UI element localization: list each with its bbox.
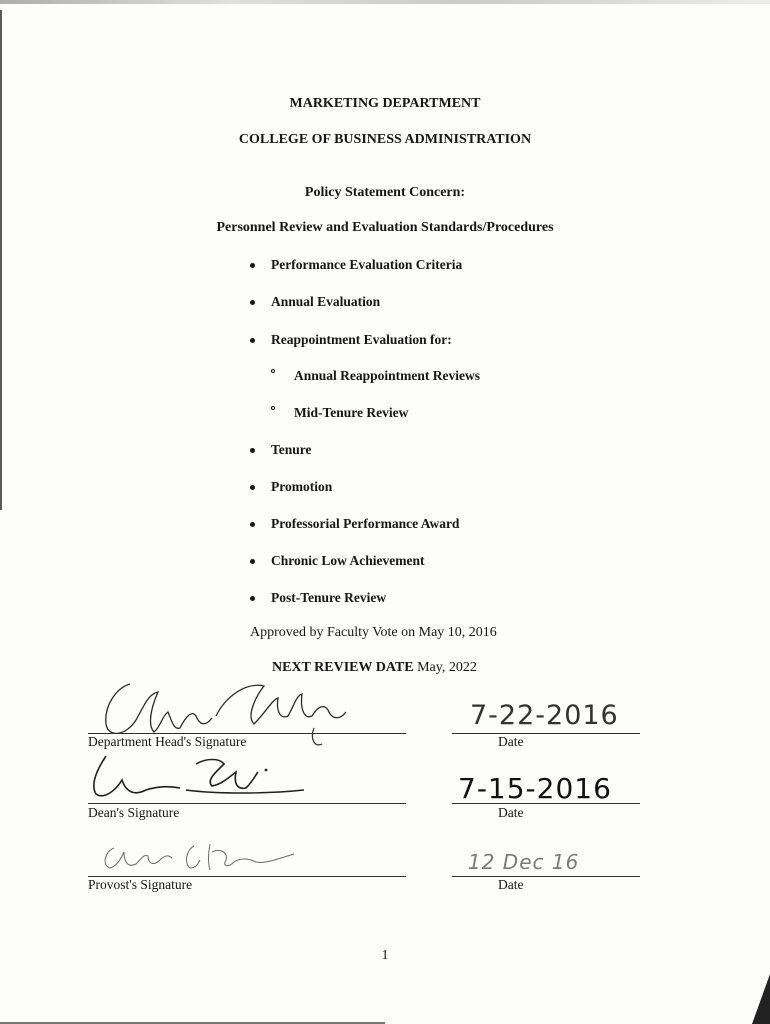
bullet-marker <box>250 485 255 490</box>
provost-signature-label: Provost's Signature <box>88 877 193 892</box>
provost-signature-image <box>98 838 308 878</box>
bullet-marker <box>250 448 255 453</box>
list-item-chronic-low-achievement: Chronic Low Achievement <box>271 553 425 568</box>
dean-signature-line <box>88 803 406 804</box>
next-review-label: NEXT REVIEW DATE <box>272 660 414 675</box>
dean-date-value: 7-15-2016 <box>458 772 612 805</box>
department-heading: MARKETING DEPARTMENT <box>289 96 481 111</box>
next-review-value: May, 2022 <box>417 660 477 675</box>
list-item-performance-evaluation-criteria: Performance Evaluation Criteria <box>271 257 463 272</box>
policy-label: Policy Statement Concern: <box>304 185 466 200</box>
department-head-signature-label: Department Head's Signature <box>88 734 247 749</box>
provost-date-label: Date <box>498 877 524 892</box>
sub-item-mid-tenure-review: Mid-Tenure Review <box>294 405 409 420</box>
college-heading: COLLEGE OF BUSINESS ADMINISTRATION <box>238 132 532 147</box>
list-item-promotion: Promotion <box>271 479 333 494</box>
scan-edge-left <box>0 10 2 510</box>
bullet-marker <box>250 263 255 268</box>
provost-date-line <box>452 876 640 877</box>
bullet-marker <box>250 596 255 601</box>
dean-signature-label: Dean's Signature <box>88 805 180 820</box>
bullet-marker <box>250 338 255 343</box>
next-review-line <box>272 660 477 676</box>
scan-corner-mark <box>752 974 770 1024</box>
list-item-post-tenure-review: Post-Tenure Review <box>271 590 387 605</box>
list-item-annual-evaluation: Annual Evaluation <box>271 294 381 309</box>
bullet-marker <box>250 300 255 305</box>
sub-bullet-marker <box>271 369 275 373</box>
provost-date-value: 12 Dec 16 <box>468 850 580 874</box>
dean-date-label: Date <box>498 805 524 820</box>
department-head-date-label: Date <box>498 734 524 749</box>
department-head-date-value: 7-22-2016 <box>470 700 619 731</box>
bullet-marker <box>250 522 255 527</box>
list-item-professorial-performance-award: Professorial Performance Award <box>271 516 460 531</box>
list-item-tenure: Tenure <box>271 442 312 457</box>
scan-edge-top <box>0 0 770 4</box>
list-item-reappointment-evaluation: Reappointment Evaluation for: <box>271 332 452 347</box>
dean-date-line <box>452 803 640 804</box>
department-head-date-line <box>452 733 640 734</box>
sub-bullet-marker <box>271 406 275 410</box>
dean-signature-image <box>86 750 316 806</box>
sub-item-annual-reappointment-reviews: Annual Reappointment Reviews <box>294 368 481 383</box>
approval-statement: Approved by Faculty Vote on May 10, 2016 <box>250 625 497 640</box>
page-number: 1 <box>381 948 389 963</box>
bullet-marker <box>250 559 255 564</box>
policy-subject: Personnel Review and Evaluation Standards/Procedures <box>216 220 554 235</box>
